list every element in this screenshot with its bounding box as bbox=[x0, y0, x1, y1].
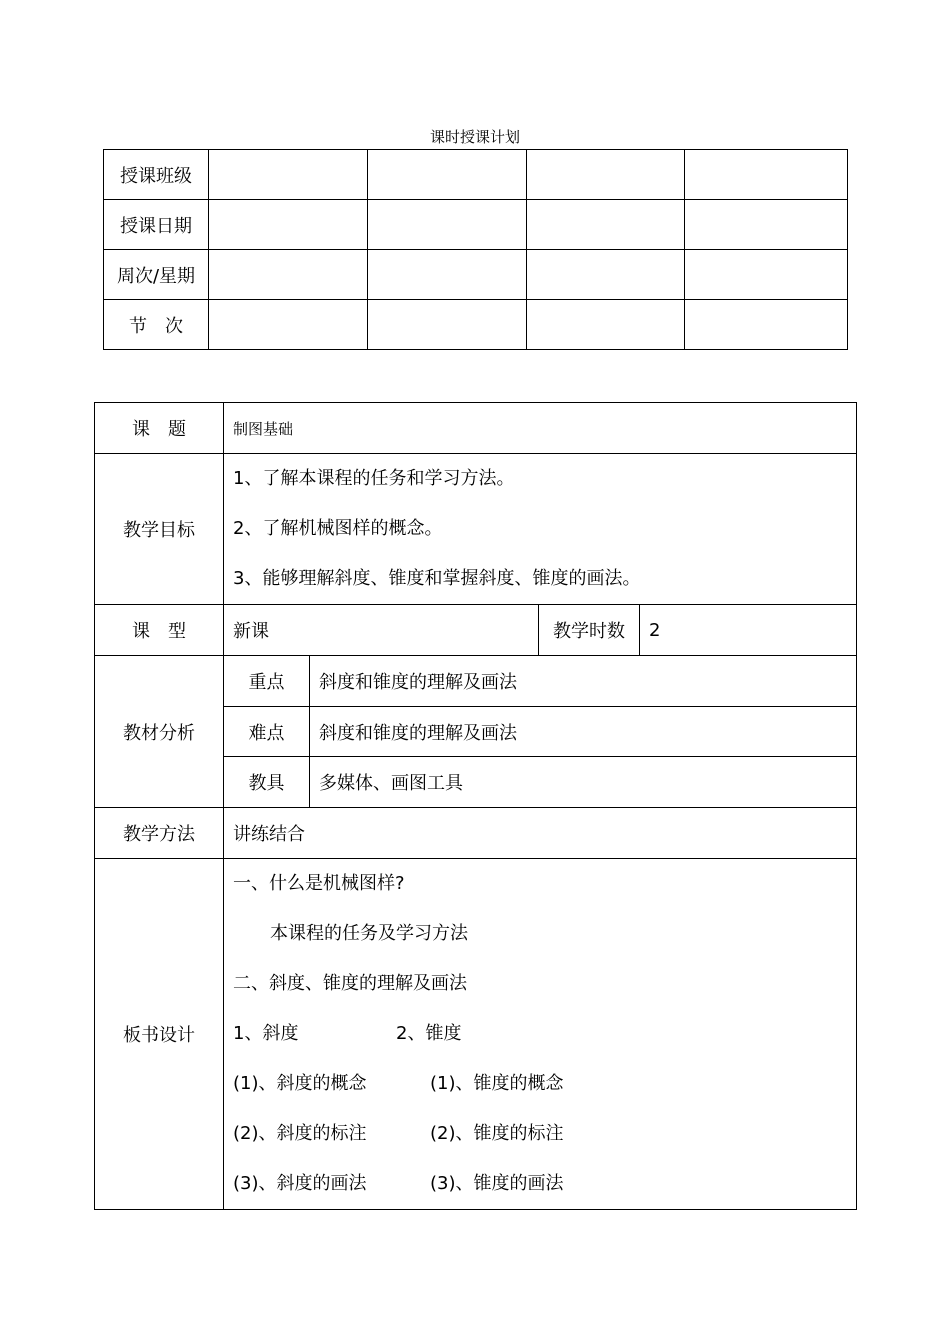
analysis-value-focus: 斜度和锥度的理解及画法 bbox=[310, 656, 857, 707]
analysis-value-tools: 多媒体、画图工具 bbox=[310, 757, 857, 808]
hours-label: 教学时数 bbox=[539, 605, 640, 656]
list-item: 2、了解机械图样的概念。 bbox=[233, 518, 443, 539]
board-line: 本课程的任务及学习方法 bbox=[270, 923, 468, 944]
schedule-table bbox=[103, 149, 848, 350]
cell-empty[interactable] bbox=[685, 150, 848, 200]
analysis-key-difficulty: 难点 bbox=[224, 707, 310, 757]
page-title: 课时授课计划 bbox=[429, 128, 520, 146]
analysis-label: 教材分析 bbox=[95, 656, 224, 808]
board-left-item: (2)、斜度的标注 bbox=[233, 1123, 367, 1144]
cell-empty[interactable] bbox=[527, 300, 685, 350]
cell-empty[interactable] bbox=[209, 200, 368, 250]
cell-empty[interactable] bbox=[209, 250, 368, 300]
analysis-key-tools: 教具 bbox=[224, 757, 310, 808]
topic-label: 课 题 bbox=[95, 403, 224, 454]
method-label: 教学方法 bbox=[95, 808, 224, 859]
cell-empty[interactable] bbox=[527, 250, 685, 300]
objectives-list bbox=[224, 454, 857, 605]
type-value: 新课 bbox=[224, 605, 539, 656]
board-right-item: (1)、锥度的概念 bbox=[430, 1073, 564, 1094]
cell-empty[interactable] bbox=[368, 250, 527, 300]
table-row bbox=[95, 454, 857, 605]
cell-empty[interactable] bbox=[527, 150, 685, 200]
table-row bbox=[95, 605, 857, 656]
cell-empty[interactable] bbox=[685, 200, 848, 250]
board-left-item: (3)、斜度的画法 bbox=[233, 1173, 367, 1194]
topic-value: 制图基础 bbox=[224, 403, 857, 454]
table-row bbox=[104, 200, 848, 250]
cell-empty[interactable] bbox=[368, 150, 527, 200]
cell-empty[interactable] bbox=[527, 200, 685, 250]
board-right-item: (2)、锥度的标注 bbox=[430, 1123, 564, 1144]
hours-value: 2 bbox=[640, 605, 857, 656]
table-row bbox=[95, 859, 857, 1210]
board-design bbox=[224, 859, 857, 1210]
board-left-item: 1、斜度 bbox=[233, 1023, 299, 1044]
board-line: 二、斜度、锥度的理解及画法 bbox=[233, 973, 467, 994]
cell-empty[interactable] bbox=[685, 250, 848, 300]
board-label: 板书设计 bbox=[95, 859, 224, 1210]
row-label-period: 节 次 bbox=[104, 300, 209, 350]
board-right-item: 2、锥度 bbox=[396, 1023, 462, 1044]
table-row bbox=[104, 150, 848, 200]
analysis-value-difficulty: 斜度和锥度的理解及画法 bbox=[310, 707, 857, 757]
row-label-week: 周次/星期 bbox=[104, 250, 209, 300]
method-value: 讲练结合 bbox=[224, 808, 857, 859]
list-item: 3、能够理解斜度、锥度和掌握斜度、锥度的画法。 bbox=[233, 568, 641, 589]
table-row bbox=[104, 250, 848, 300]
row-label-class: 授课班级 bbox=[104, 150, 209, 200]
table-row bbox=[104, 300, 848, 350]
cell-empty[interactable] bbox=[685, 300, 848, 350]
row-label-date: 授课日期 bbox=[104, 200, 209, 250]
table-row bbox=[95, 403, 857, 454]
table-row bbox=[95, 656, 857, 707]
table-row bbox=[95, 808, 857, 859]
objectives-label: 教学目标 bbox=[95, 454, 224, 605]
type-label: 课 型 bbox=[95, 605, 224, 656]
cell-empty[interactable] bbox=[209, 150, 368, 200]
cell-empty[interactable] bbox=[209, 300, 368, 350]
board-line: 一、什么是机械图样? bbox=[233, 873, 405, 894]
analysis-key-focus: 重点 bbox=[224, 656, 310, 707]
lesson-plan-table bbox=[94, 402, 857, 1210]
cell-empty[interactable] bbox=[368, 200, 527, 250]
board-right-item: (3)、锥度的画法 bbox=[430, 1173, 564, 1194]
cell-empty[interactable] bbox=[368, 300, 527, 350]
board-left-item: (1)、斜度的概念 bbox=[233, 1073, 367, 1094]
list-item: 1、了解本课程的任务和学习方法。 bbox=[233, 468, 515, 489]
